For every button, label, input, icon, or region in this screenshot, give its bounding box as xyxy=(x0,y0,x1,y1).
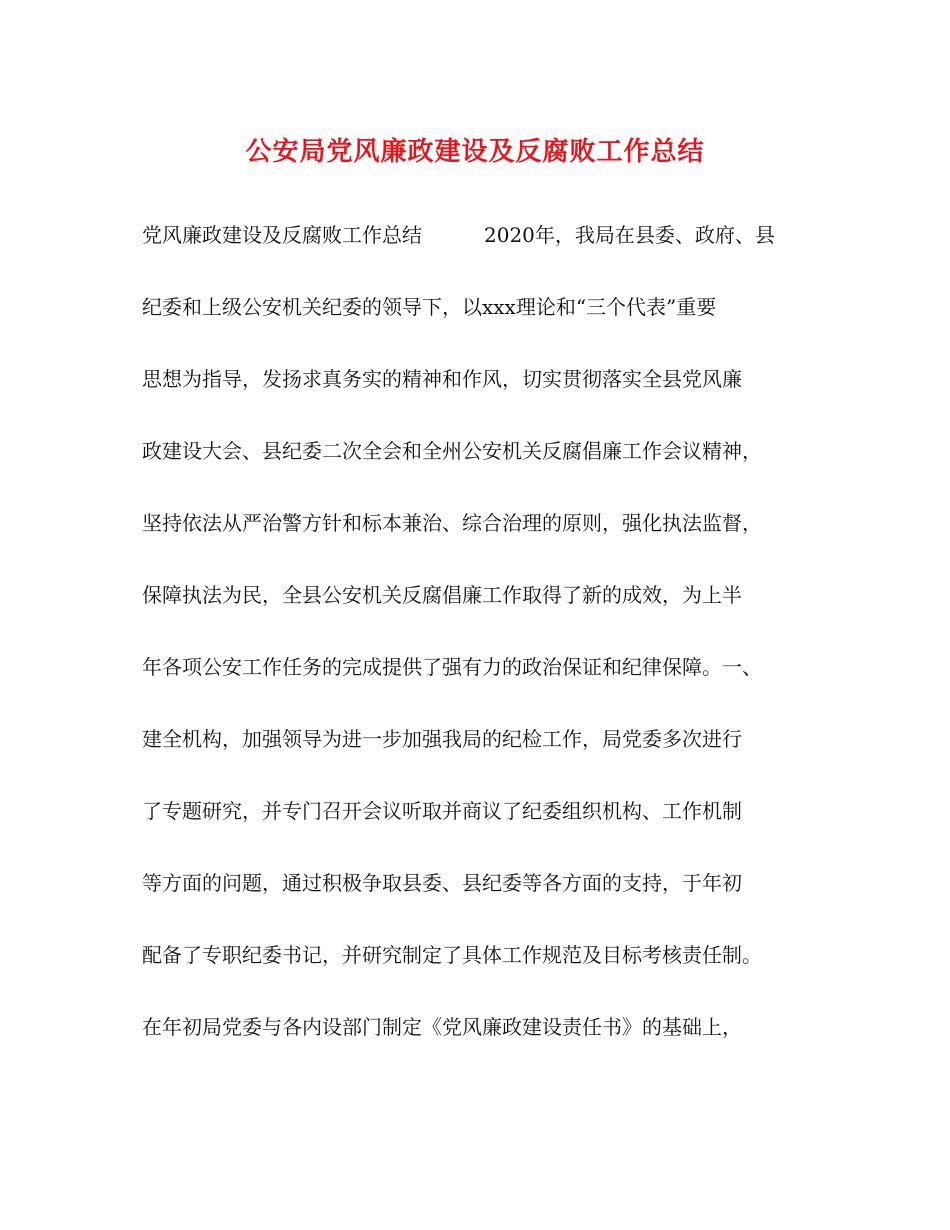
body-line: 等方面的问题，通过积极争取县委、县纪委等各方面的支持，于年初 xyxy=(142,871,742,895)
body-line: 配备了专职纪委书记，并研究制定了具体工作规范及目标考核责任制。 xyxy=(142,943,762,967)
body-line: 保障执法为民，全县公安机关反腐倡廉工作取得了新的成效，为上半 xyxy=(142,583,742,607)
summary-heading-inline: 党风廉政建设及反腐败工作总结 xyxy=(142,223,422,247)
body-line: 了专题研究，并专门召开会议听取并商议了纪委组织机构、工作机制 xyxy=(142,799,742,823)
body-line: 年各项公安工作任务的完成提供了强有力的政治保证和纪律保障。一、 xyxy=(142,655,762,679)
body-line: 思想为指导，发扬求真务实的精神和作风，切实贯彻落实全县党风廉 xyxy=(142,367,742,391)
body-line: 政建设大会、县纪委二次全会和全州公安机关反腐倡廉工作会议精神， xyxy=(142,439,762,463)
document-body xyxy=(142,215,814,1079)
body-line: 在年初局党委与各内设部门制定《党风廉政建设责任书》的基础上， xyxy=(142,1015,742,1039)
body-line-text: 2020年，我局在县委、政府、县 xyxy=(484,223,775,247)
body-line: 纪委和上级公安机关纪委的领导下，以xxx理论和“三个代表”重要 xyxy=(142,295,717,319)
body-line xyxy=(142,215,814,287)
body-line: 坚持依法从严治警方针和标本兼治、综合治理的原则，强化执法监督， xyxy=(142,511,762,535)
document-title: 公安局党风廉政建设及反腐败工作总结 xyxy=(245,137,705,167)
body-line: 建全机构，加强领导为进一步加强我局的纪检工作，局党委多次进行 xyxy=(142,727,742,751)
